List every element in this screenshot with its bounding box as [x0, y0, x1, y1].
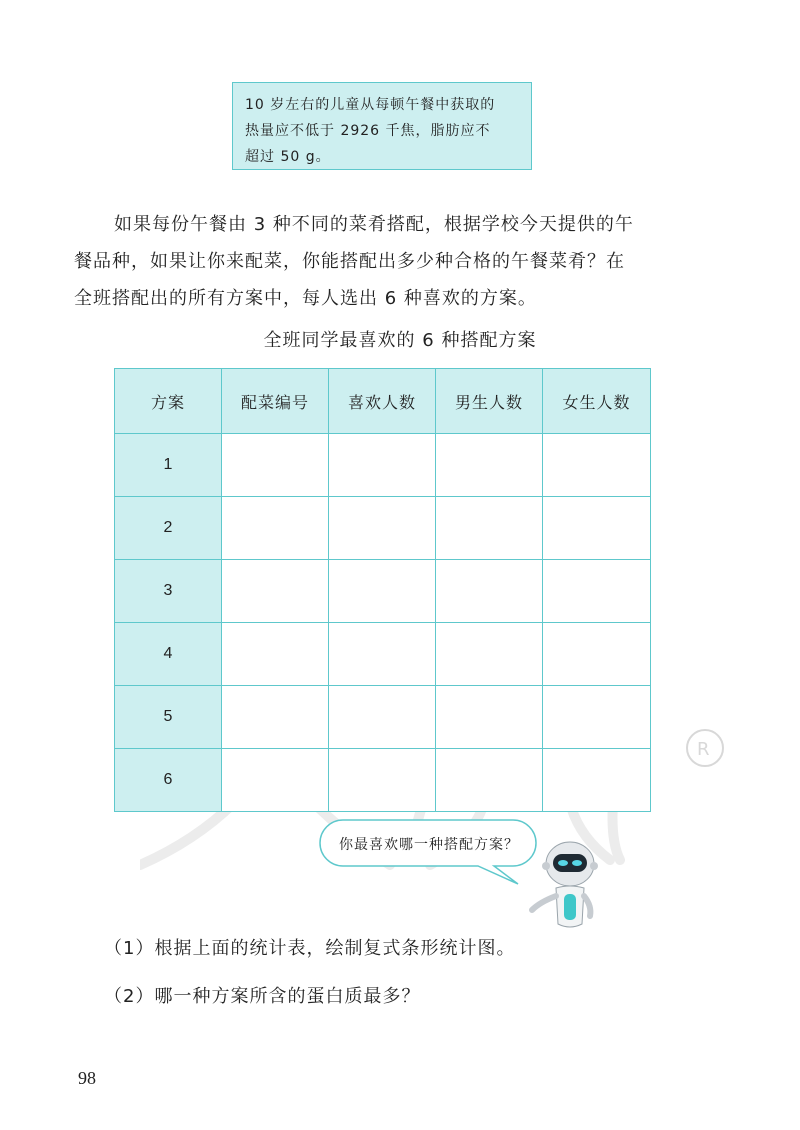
table-title: 全班同学最喜欢的 6 种搭配方案 — [263, 330, 537, 351]
blank-cell[interactable] — [329, 497, 436, 560]
question-2: （2）哪一种方案所含的蛋白质最多？ — [104, 986, 421, 1007]
blank-cell[interactable] — [222, 560, 329, 623]
paragraph-line-1: 如果每份午餐由 3 种不同的菜肴搭配，根据学校今天提供的午 — [114, 214, 634, 235]
blank-cell[interactable] — [543, 749, 651, 812]
info-line-3: 超过 50 g。 — [245, 149, 331, 165]
table-row — [115, 623, 651, 686]
table-row — [115, 497, 651, 560]
blank-cell[interactable] — [329, 749, 436, 812]
blank-cell[interactable] — [543, 497, 651, 560]
row-plan-number: 5 — [115, 686, 222, 749]
blank-cell[interactable] — [436, 560, 543, 623]
blank-cell[interactable] — [436, 497, 543, 560]
blank-cell[interactable] — [436, 434, 543, 497]
blank-cell[interactable] — [222, 497, 329, 560]
page-number: 98 — [78, 1068, 96, 1088]
blank-cell[interactable] — [329, 560, 436, 623]
svg-text:R: R — [697, 739, 710, 760]
table-row — [115, 560, 651, 623]
header-dish-codes: 配菜编号 — [222, 369, 329, 434]
nutrition-info-box — [232, 82, 532, 170]
info-line-1: 10 岁左右的儿童从每顿午餐中获取的 — [245, 97, 496, 113]
row-plan-number: 6 — [115, 749, 222, 812]
table-row — [115, 686, 651, 749]
blank-cell[interactable] — [222, 749, 329, 812]
row-plan-number: 2 — [115, 497, 222, 560]
blank-cell[interactable] — [329, 434, 436, 497]
blank-cell[interactable] — [329, 686, 436, 749]
blank-cell[interactable] — [436, 623, 543, 686]
table-row — [115, 434, 651, 497]
header-boys-count: 男生人数 — [436, 369, 543, 434]
row-plan-number: 3 — [115, 560, 222, 623]
blank-cell[interactable] — [329, 623, 436, 686]
blank-cell[interactable] — [543, 686, 651, 749]
blank-cell[interactable] — [543, 623, 651, 686]
paragraph-line-3: 全班搭配出的所有方案中，每人选出 6 种喜欢的方案。 — [74, 288, 537, 309]
blank-cell[interactable] — [222, 686, 329, 749]
row-plan-number: 1 — [115, 434, 222, 497]
header-plan: 方案 — [115, 369, 222, 434]
info-line-2: 热量应不低于 2926 千焦，脂肪应不 — [245, 123, 491, 139]
blank-cell[interactable] — [543, 434, 651, 497]
header-girls-count: 女生人数 — [543, 369, 651, 434]
row-plan-number: 4 — [115, 623, 222, 686]
blank-cell[interactable] — [436, 749, 543, 812]
table-header-row — [115, 369, 651, 434]
header-like-count: 喜欢人数 — [329, 369, 436, 434]
question-1: （1）根据上面的统计表，绘制复式条形统计图。 — [104, 938, 516, 959]
blank-cell[interactable] — [222, 623, 329, 686]
problem-paragraph — [74, 206, 714, 317]
blank-cell[interactable] — [436, 686, 543, 749]
table-row — [115, 749, 651, 812]
blank-cell[interactable] — [543, 560, 651, 623]
paragraph-line-2: 餐品种，如果让你来配菜，你能搭配出多少种合格的午餐菜肴？在 — [74, 251, 625, 272]
robot-mascot-icon — [526, 836, 606, 936]
speech-bubble-text: 你最喜欢哪一种搭配方案？ — [339, 837, 519, 853]
plan-table — [114, 368, 651, 812]
blank-cell[interactable] — [222, 434, 329, 497]
